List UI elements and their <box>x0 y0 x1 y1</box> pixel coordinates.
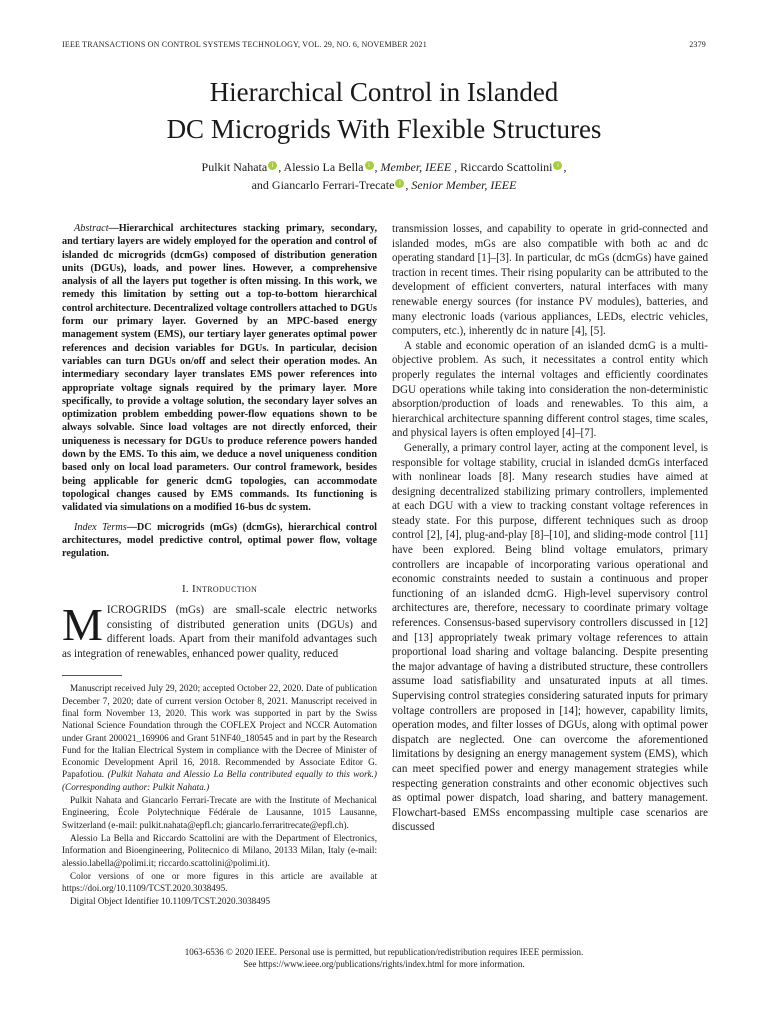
author-membership: , Senior Member, IEEE <box>405 178 517 192</box>
body-paragraph: transmission losses, and capability to operate in grid-connected and islanded modes, mGs are also compatible with both ac and dc operating standard [1]–[3]. In particular, dc mGs (dcmGs) have gained traction in recent times. Their rising popularity can be attributed to the development of efficient converters, natural interfaces with many renewable energy sources (for instance PV modules), batteries, and many electronic loads (various appliances, LEDs, electric vehicles, computers, etc.), inherently dc in nature [4], [5]. <box>392 223 708 338</box>
intro-text: ICROGRIDS (mGs) are small-scale electric networks consisting of distributed generation units (DGUs) and different loads. Apart from their manifold advantages such as integration of renewables, enhanced power quality, reduced <box>62 604 377 660</box>
section-number: I. <box>181 583 193 596</box>
index-terms-label: Index Terms <box>74 521 127 533</box>
author-line-1 <box>0 158 768 176</box>
orcid-icon[interactable]: i <box>553 161 562 170</box>
footnotes <box>62 682 377 907</box>
author-name: , Riccardo Scattolini <box>451 160 553 174</box>
paper-title <box>0 74 768 148</box>
body-paragraph: A stable and economic operation of an islanded dcmG is a multi-objective problem. As such, it necessitates a control entity which properly regulates the internal voltages and efficiently coordinates DGU operations while taking into consideration the non-deterministic absorption/production of loads and renewables. To this aim, a hierarchical architecture spanning different control stages, time scales, and physical layers is often employed [4]–[7]. <box>392 339 708 440</box>
drop-cap: M <box>62 599 103 651</box>
index-terms-text: DC microgrids (mGs) (dcmGs), hierarchical control architectures, model predictive control, optimal power flow, voltage regulation. <box>62 521 377 560</box>
index-terms <box>62 521 377 561</box>
copyright-line-2: See https://www.ieee.org/publications/rights/index.html for more information. <box>243 959 525 969</box>
right-column <box>392 222 708 835</box>
title-line-1: Hierarchical Control in Islanded <box>209 77 559 107</box>
orcid-icon[interactable]: i <box>395 179 404 188</box>
author-name: Pulkit Nahata <box>201 160 268 174</box>
footnote-text: Manuscript received July 29, 2020; accepted October 22, 2020. Date of publication December 7, 2020; date of current version October 8, 2021. Manuscript received in final form November 13, 2020. This work was supported in part by the Swiss National Science Foundation through the COFLEX Project and NCCR Automation under Grant 200021_169906 and Grant 51NF40_180545 and in part by the Research Fund for the Italian Electrical System in compliance with the Decree of Minister of Economic Development April 16, 2018. Recommended by Associate Editor G. Papafotiou. <box>62 683 377 780</box>
footnote-doi: Digital Object Identifier 10.1109/TCST.2020.3038495 <box>70 896 271 907</box>
abstract <box>62 222 377 515</box>
author-separator: , <box>563 160 567 174</box>
running-head <box>62 40 706 49</box>
body-paragraph: Generally, a primary control layer, acting at the component level, is responsible for voltage stability, crucial in islanded dcmGs interfaced with nonlinear loads [8]. Many research studies have aimed at designing decentralized stabilizing primary controllers, implemented at each DGU with a view to tracking constant voltage references in steady state. For this purpose, different techniques such as droop control [2], [4], plug-and-play [8]–[10], and sliding-mode control [11] have been explored. Being blind voltage emulators, primary controllers are incapable of incorporating various operational and economic constraints needed to sustain a continuous and proper functioning of an islanded dcmG. High-level supervisory control architectures are, therefore, necessary to coordinate primary voltage references. Consensus-based supervisory controllers discussed in [12] and [13] appropriately tweak primary voltage references to attain proportional load sharing and voltage balancing. Despite presenting the major advantage of having a distributed structure, these controllers assume load satisfiability and unsaturated inputs at all times. Supervising control strategies considering saturated inputs for primary voltage controllers are proposed in [14]; however, capability limits, operation modes, and filter losses of DGUs, along with optimal power dispatch are neglected. One can overcome the aforementioned limitations by designing an energy management system (EMS), which can meet specified power and energy management strategies while respecting generation constraints and other economic objectives such as optimal power dispatch, load sharing, and battery management. Flowchart-based EMSs encompassing multiple case scenarios are discussed <box>392 441 708 834</box>
author-line-2 <box>0 176 768 194</box>
intro-paragraph <box>62 599 377 661</box>
author-membership: , Member, IEEE <box>374 160 452 174</box>
orcid-icon[interactable]: i <box>268 161 277 170</box>
footnote-affiliation-polimi: Alessio La Bella and Riccardo Scattolini are with the Department of Electronics, Information and Bioengineering, Politecnico di Milano, 20133 Milan, Italy (e-mail: alessio.labella@polimi.it; riccardo.scattolini@polimi.it). <box>62 832 377 868</box>
journal-name: IEEE TRANSACTIONS ON CONTROL SYSTEMS TECHNOLOGY, VOL. 29, NO. 6, NOVEMBER 2021 <box>62 40 427 49</box>
orcid-icon[interactable]: i <box>365 161 374 170</box>
left-column <box>62 222 377 909</box>
footnote-color-versions: Color versions of one or more figures in this article are available at https://doi.org/10.1109/TCST.2020.3038495. <box>62 870 377 894</box>
abstract-dash: — <box>108 223 119 234</box>
title-line-2: DC Microgrids With Flexible Structures <box>166 114 602 144</box>
abstract-text: Hierarchical architectures stacking primary, secondary, and tertiary layers are widely employed for the operation and control of islanded dc microgrids (dcmGs) composed of distribution generation units (DGUs), loads, and power lines. However, a comprehensive analysis of all the layers put together is often missing. In this work, we remedy this limitation by setting out a top-to-bottom hierarchical control architecture. Decentralized voltage controllers attached to DGUs form our primary layer. Governed by an MPC-based energy management system (EMS), our tertiary layer generates optimal power references and decision variables for DGUs. In particular, decision variables can turn DGUs on/off and select their operation modes. An intermediary secondary layer translates EMS power references into appropriate voltage signals required by the primary layer. More specifically, to provide a voltage solution, the secondary layer solves an optimization problem embedding power-flow equations shown to be always solvable. Since load voltages are not directly enforced, their uniqueness is necessary for DGUs to produce reference powers handed down by the EMS. To this aim, we deduce a novel uniqueness condition based only on local load parameters. Our control framework, besides being applicable for generic dcmG topologies, can accommodate topological changes caused by EMS commands. Its functioning is validated via simulations on a modified 16-bus dc system. <box>62 223 377 514</box>
footnote-affiliation-epfl: Pulkit Nahata and Giancarlo Ferrari-Trecate are with the Institute of Mechanical Engineering, École Polytechnique Fédérale de Lausanne, 1015 Lausanne, Switzerland (e-mail: pulkit.nahata@epfl.ch; giancarlo.ferraritrecate@epfl.ch). <box>62 795 377 830</box>
footnote-divider <box>62 675 122 676</box>
abstract-label: Abstract <box>74 223 109 234</box>
copyright-notice <box>0 946 768 970</box>
footnote-manuscript <box>62 682 377 793</box>
copyright-line-1: 1063-6536 © 2020 IEEE. Personal use is permitted, but republication/redistribution requires IEEE permission. <box>184 947 584 957</box>
index-terms-dash: — <box>126 521 137 533</box>
author-list <box>0 158 768 194</box>
section-heading <box>62 582 377 597</box>
introduction <box>62 599 377 661</box>
footnote-italic: (Pulkit Nahata and Alessio La Bella contributed equally to this work.) (Corresponding author: Pulkit Nahata.) <box>62 769 377 792</box>
page-number: 2379 <box>689 40 706 49</box>
section-title: Introduction <box>192 583 258 596</box>
author-name: and Giancarlo Ferrari-Trecate <box>251 178 395 192</box>
author-name: , Alessio La Bella <box>278 160 364 174</box>
